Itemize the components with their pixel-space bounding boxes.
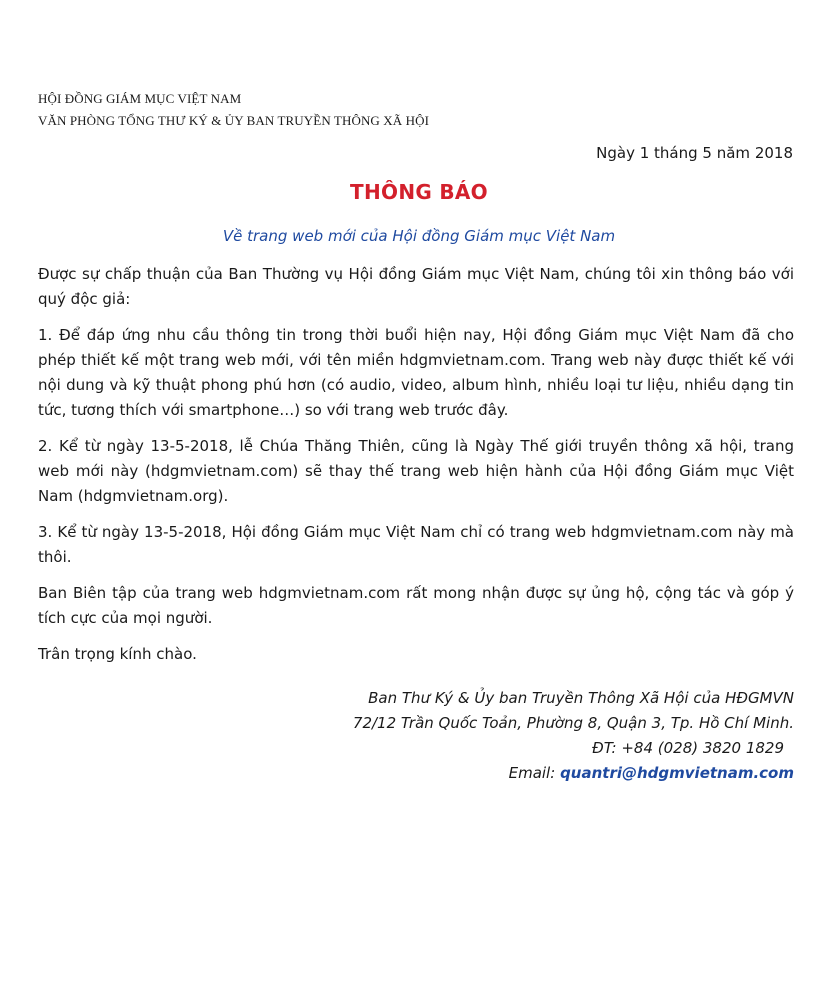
point-1-paragraph: 1. Để đáp ứng nhu cầu thông tin trong thời buổi hiện nay, Hội đồng Giám mục Việt Nam đã cho phép thiết kế một trang web mới, với tên miền hdgmvietnam.com. Trang web này được thiết kế với nội dung và kỹ thuật phong phú hơn (có audio, video, album hình, nhiều loại tư liệu, nhiều dạng tin tức, tương thích với smartphone…) so với trang web trước đây. bbox=[38, 326, 794, 419]
document-title: THÔNG BÁO bbox=[350, 180, 488, 204]
editorial-paragraph: Ban Biên tập của trang web hdgmvietnam.com rất mong nhận được sự ủng hộ, cộng tác và góp ý tích cực của mọi người. bbox=[38, 584, 794, 627]
email-label: Email: bbox=[508, 764, 561, 782]
document-date: Ngày 1 tháng 5 năm 2018 bbox=[596, 144, 793, 162]
office-name: VĂN PHÒNG TỔNG THƯ KÝ & ỦY BAN TRUYỀN THÔNG XÃ HỘI bbox=[38, 113, 430, 128]
closing-greeting: Trân trọng kính chào. bbox=[38, 645, 197, 663]
intro-paragraph: Được sự chấp thuận của Ban Thường vụ Hội đồng Giám mục Việt Nam, chúng tôi xin thông báo với quý độc giả: bbox=[38, 265, 794, 308]
document-body bbox=[38, 262, 794, 678]
email-address-link[interactable]: quantri@hdgmvietnam.com bbox=[560, 764, 794, 782]
point-3-paragraph: 3. Kể từ ngày 13-5-2018, Hội đồng Giám mục Việt Nam chỉ có trang web hdgmvietnam.com này mà thôi. bbox=[38, 523, 794, 566]
point-2-paragraph: 2. Kể từ ngày 13-5-2018, lễ Chúa Thăng Thiên, cũng là Ngày Thế giới truyền thông xã hội, trang web mới này (hdgmvietnam.com) sẽ thay thế trang web hiện hành của Hội đồng Giám mục Việt Nam (hdgmvietnam.org). bbox=[38, 437, 794, 505]
signature-email-line bbox=[274, 761, 794, 786]
org-name: HỘI ĐỒNG GIÁM MỤC VIỆT NAM bbox=[38, 91, 242, 106]
signature-phone: ĐT: +84 (028) 3820 1829 bbox=[592, 739, 784, 757]
organization-header bbox=[38, 88, 429, 132]
signature-address: 72/12 Trần Quốc Toản, Phường 8, Quận 3, Tp. Hồ Chí Minh. bbox=[352, 714, 794, 732]
signature-block bbox=[274, 686, 794, 786]
signature-issuer: Ban Thư Ký & Ủy ban Truyền Thông Xã Hội của HĐGMVN bbox=[368, 689, 794, 707]
document-subtitle: Về trang web mới của Hội đồng Giám mục Việt Nam bbox=[222, 227, 616, 245]
